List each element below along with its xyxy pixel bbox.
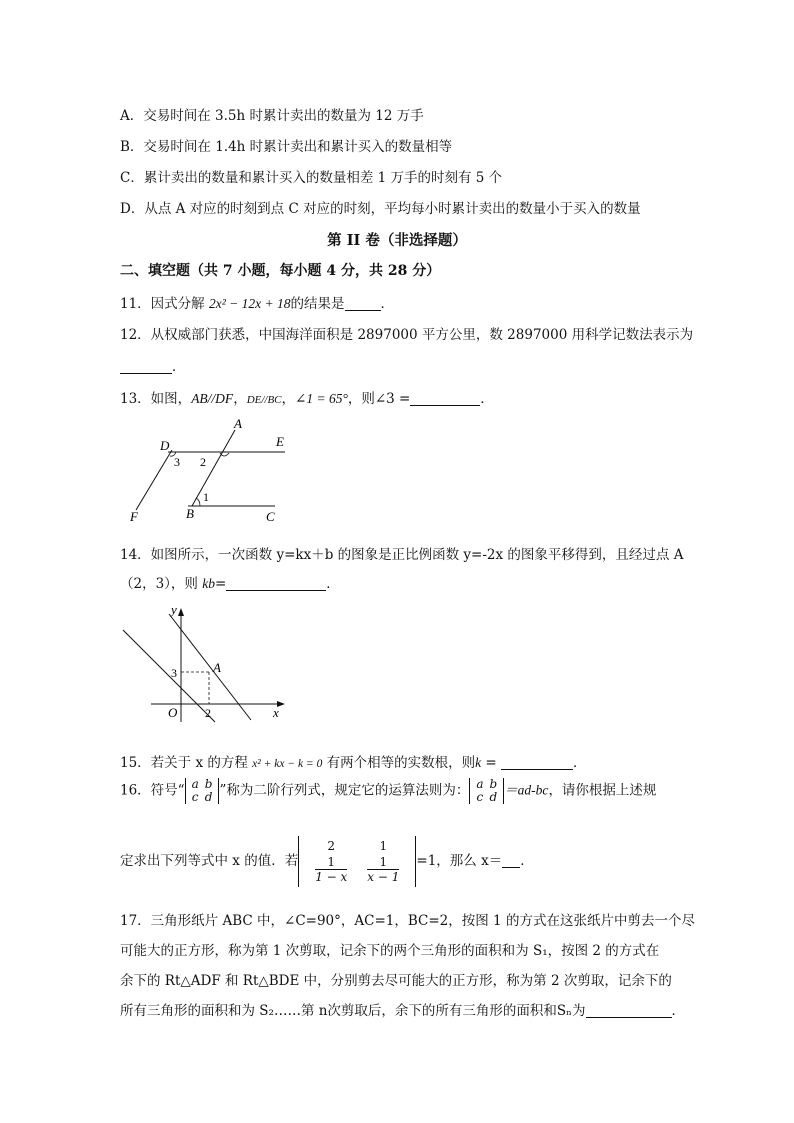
- q16-eq1: =1: [416, 853, 437, 869]
- question-17-line3: 余下的 Rt△ADF 和 Rt△BDE 中，分别剪去尽可能大的正方形，称为第 2 次剪取，记余下的: [120, 973, 672, 989]
- det-d: d: [204, 790, 213, 804]
- q15-k: k: [475, 755, 482, 770]
- det-a: a: [476, 777, 484, 791]
- option-d: D．从点 A 对应的时刻到点 C 对应的时刻，平均每小时累计卖出的数量小于买入的数量: [120, 201, 641, 217]
- q15-end: ．: [573, 755, 587, 771]
- q16-mid: ”称为二阶行列式，规定它的运算法则为：: [219, 782, 470, 799]
- question-14: 14．如图所示，一次函数 y=kx＋b 的图象是正比例函数 y=-2x 的图象平移得到，且经过点 A: [120, 547, 684, 563]
- det-a: a: [191, 777, 199, 791]
- label-c: C: [266, 509, 275, 524]
- q13-cond1: AB//DF: [191, 391, 234, 406]
- m12: 1: [379, 839, 388, 853]
- question-11: [120, 292, 394, 312]
- answer-blank[interactable]: [501, 755, 573, 770]
- label-a: A: [213, 660, 221, 675]
- section-heading: 二、填空题（共 7 小题，每小题 4 分，共 28 分）: [120, 263, 441, 279]
- label-a: A: [234, 416, 242, 431]
- q14-kb: kb: [202, 576, 215, 591]
- q16-rule: ＝ad-bc: [504, 782, 549, 798]
- q13-end: ．: [480, 391, 494, 407]
- line-ab: [192, 430, 235, 506]
- label-e: E: [276, 434, 284, 449]
- m21-den: 1 − x: [315, 870, 348, 884]
- figure-14: [115, 600, 295, 724]
- label-o: O: [168, 705, 178, 720]
- label-2: 2: [200, 455, 206, 469]
- q13-cond2: DE//BC: [246, 394, 282, 406]
- q13-sep3: ，则∠3 =: [347, 391, 411, 407]
- q16-end: ．: [520, 853, 534, 869]
- label-b: B: [186, 506, 194, 521]
- q15-eq: =: [481, 755, 502, 771]
- q16-line2-suffix: ，那么 x＝: [436, 853, 503, 869]
- option-b: B．交易时间在 1.4h 时累计卖出和累计买入的数量相等: [120, 139, 453, 155]
- line-df: [136, 450, 172, 510]
- answer-blank[interactable]: [345, 296, 381, 311]
- det-b: b: [204, 777, 213, 791]
- label-2: 2: [205, 706, 211, 720]
- q13-sep2: ，: [281, 391, 296, 407]
- q16-prefix: 16．符号“: [120, 782, 185, 799]
- m22: [357, 854, 409, 885]
- answer-blank[interactable]: [120, 359, 172, 374]
- option-a: A．交易时间在 3.5h 时累计卖出的数量为 12 万手: [120, 108, 424, 124]
- question-15: [120, 751, 587, 771]
- m21: [305, 854, 357, 885]
- q13-prefix: 13．如图，: [120, 391, 192, 407]
- answer-blank[interactable]: [586, 1003, 672, 1018]
- q17-line4-text: 所有三角形的面积和为 S₂……第 n次剪取后，余下的所有三角形的面积和Sₙ为: [120, 1003, 586, 1019]
- determinant-symbol: [185, 778, 220, 804]
- m22-num: 1: [379, 855, 388, 869]
- q16-suffix: ，请你根据上述规: [548, 782, 657, 799]
- question-16-line2: [120, 836, 534, 887]
- label-3: 3: [171, 666, 177, 680]
- figure-13: [120, 410, 300, 528]
- q16-line2-prefix: 定求出下列等式中 x 的值．若: [120, 853, 299, 869]
- label-f: F: [130, 509, 138, 524]
- question-17-line2: 可能大的正方形，称为第 1 次剪取，记余下的两个三角形的面积和为 S₁，按图 2 的方式在: [120, 943, 660, 959]
- question-17: 17．三角形纸片 ABC 中，∠C=90°，AC=1，BC=2，按图 1 的方式在这张纸片中剪去一个尽: [120, 913, 695, 929]
- q15-expr: x² + kx − k = 0: [252, 758, 323, 770]
- determinant-equation: [298, 836, 416, 887]
- q13-cond3: ∠1 = 65°: [295, 391, 348, 406]
- q12-end: ．: [172, 359, 186, 375]
- answer-blank[interactable]: [502, 853, 520, 868]
- y-arrow: [178, 608, 184, 616]
- det-d: d: [489, 790, 498, 804]
- question-16: [120, 778, 656, 804]
- q11-suffix: 的结果是: [290, 296, 345, 312]
- q13-sep1: ，: [233, 391, 247, 407]
- q14-end: ．: [326, 576, 340, 592]
- q11-expr: 2x² − 12x + 18: [208, 296, 291, 311]
- question-14-line2: [120, 572, 340, 592]
- m21-num: 1: [327, 855, 336, 869]
- section-title: 第 II 卷（非选择题）: [327, 232, 467, 249]
- label-y: y: [171, 602, 177, 617]
- question-13: [120, 387, 494, 407]
- q14-eq: =: [214, 576, 227, 592]
- determinant-rule: [469, 778, 504, 804]
- option-c: C．累计卖出的数量和累计买入的数量相差 1 万手的时刻有 5 个: [120, 170, 503, 186]
- angle-mark-1: [196, 498, 200, 506]
- det-c: c: [191, 790, 199, 804]
- label-x: x: [273, 705, 279, 720]
- q15-mid: 有两个相等的实数根，则: [322, 755, 476, 771]
- question-17-line4: [120, 999, 685, 1019]
- q17-end: ．: [671, 1003, 686, 1019]
- q11-end: ．: [380, 296, 394, 312]
- label-1: 1: [203, 490, 209, 504]
- answer-blank[interactable]: [410, 391, 480, 406]
- question-12-line2: [120, 355, 186, 375]
- q14-prefix: （2，3），则: [120, 576, 203, 592]
- q11-prefix: 11．因式分解: [120, 296, 209, 312]
- m22-den: x − 1: [367, 870, 400, 884]
- question-12: 12．从权威部门获悉，中国海洋面积是 2897000 平方公里，数 2897000 用科学记数法表示为: [120, 327, 694, 343]
- label-d: D: [160, 438, 170, 453]
- m11: 2: [327, 839, 336, 853]
- q15-prefix: 15．若关于 x 的方程: [120, 755, 253, 771]
- det-c: c: [476, 790, 484, 804]
- label-3: 3: [174, 455, 180, 469]
- answer-blank[interactable]: [226, 576, 326, 591]
- det-b: b: [489, 777, 498, 791]
